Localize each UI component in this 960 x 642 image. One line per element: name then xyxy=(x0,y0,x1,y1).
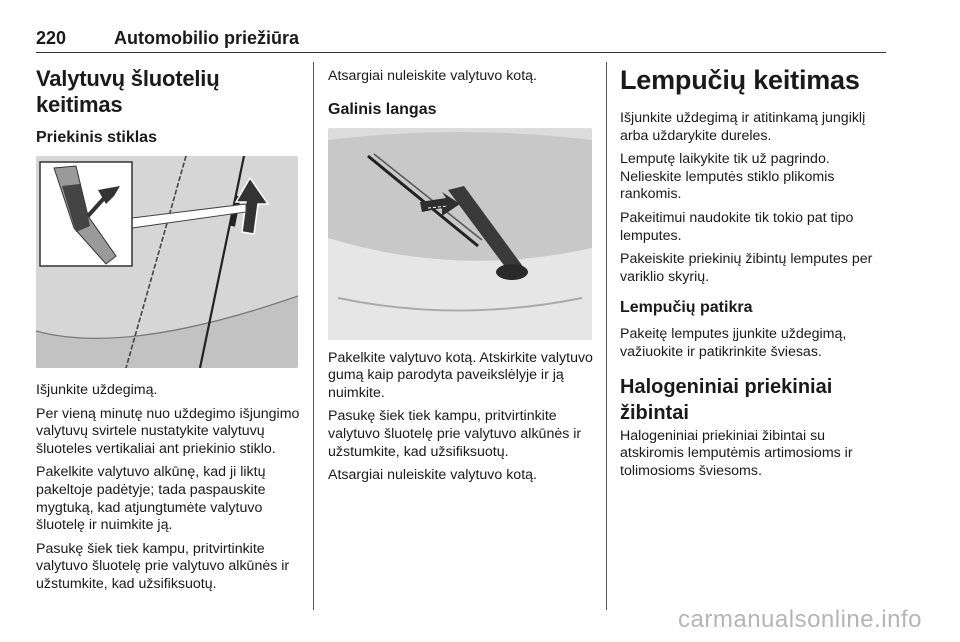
paragraph: Išjunkite uždegimą. xyxy=(36,382,158,398)
paragraph: Per vieną minutę nuo uždegimo išjungimo valytuvų svirtele nustatykite valytuvų šluoteles vertikaliai ant priekinio stiklo. xyxy=(36,405,300,457)
paragraph: Lemputę laikykite tik už pagrindo. Nelieskite lemputės stiklo plikomis rankomis. xyxy=(620,151,835,203)
column-divider-1 xyxy=(313,62,314,610)
column-2 xyxy=(328,60,594,491)
paragraph: Pakeitimui naudokite tik tokio pat tipo lemputes. xyxy=(620,209,854,244)
section-title-wiper: Valytuvų šluotelių keitimas xyxy=(36,66,220,117)
subtitle-bulb-check: Lempučių patikra xyxy=(620,299,753,317)
column-divider-2 xyxy=(606,62,607,610)
rear-wiper-figure xyxy=(328,128,592,340)
paragraph: Pasukę šiek tiek kampu, pritvirtinkite valytuvo šluotelę prie valytuvo alkūnės ir užstumkite, kad užsifiksuotų. xyxy=(328,408,582,460)
paragraph: Išjunkite uždegimą ir atitinkamą jungiklį arba uždarykite dureles. xyxy=(620,110,866,144)
subtitle-halogen-headlights: Halogeniniai priekiniai žibintai xyxy=(620,375,833,424)
windscreen-wiper-figure xyxy=(36,156,298,368)
paragraph: Pakelkite valytuvo alkūnę, kad ji liktų pakeltoje padėtyje; tada paspauskite mygtuką, kad atjungtumėte valytuvo šluotelę ir nuimkite ją. xyxy=(36,464,266,534)
page-header xyxy=(36,24,886,53)
subtitle-windscreen: Priekinis stiklas xyxy=(36,129,157,146)
paragraph: Atsargiai nuleiskite valytuvo kotą. xyxy=(328,467,537,484)
column-1 xyxy=(36,60,300,600)
paragraph: Pakeiskite priekinių žibintų lemputes per variklio skyrių. xyxy=(620,251,873,285)
paragraph: Atsargiai nuleiskite valytuvo kotą. xyxy=(328,68,537,84)
paragraph: Halogeniniai priekiniai žibintai su atskiromis lemputėmis artimosioms ir tolimosioms šviesoms. xyxy=(620,427,853,479)
watermark: carmanualsonline.info xyxy=(678,606,922,633)
paragraph: Pakeitę lemputes įjunkite uždegimą, važiuokite ir patikrinkite šviesas. xyxy=(620,326,847,360)
paragraph: Pasukę šiek tiek kampu, pritvirtinkite valytuvo šluotelę prie valytuvo alkūnės ir užstumkite, kad užsifiksuotų. xyxy=(36,540,290,592)
subtitle-rear-window: Galinis langas xyxy=(328,100,437,118)
section-title-bulbs: Lempučių keitimas xyxy=(620,65,860,95)
column-3 xyxy=(620,60,890,486)
paragraph: Pakelkite valytuvo kotą. Atskirkite valytuvo gumą kaip parodyta paveikslėlyje ir ją nuimkite. xyxy=(328,349,593,401)
chapter-title: Automobilio priežiūra xyxy=(114,28,300,48)
page-number: 220 xyxy=(36,28,67,48)
